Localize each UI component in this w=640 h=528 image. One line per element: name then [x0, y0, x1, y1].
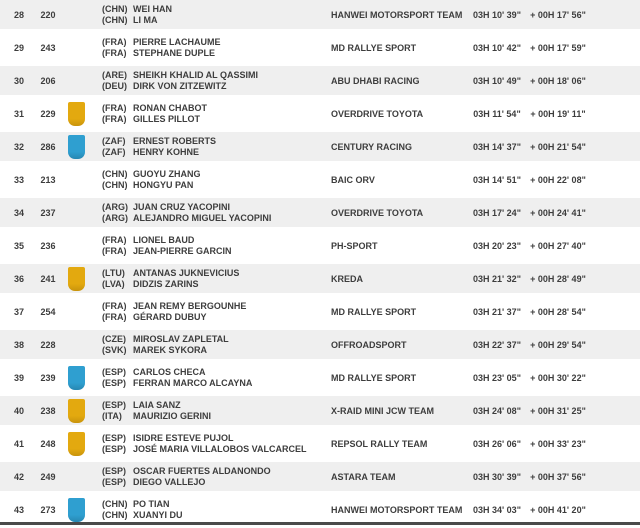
driver-name: SHEIKH KHALID AL QASSIMI — [133, 69, 259, 80]
driver-country-code: (FRA) — [102, 102, 127, 113]
driver-line — [102, 202, 331, 213]
codriver-line — [102, 510, 331, 521]
gap-to-leader: + 00H 17' 59" — [530, 42, 586, 53]
driver-name: PO TIAN — [133, 498, 170, 509]
codriver-line — [102, 213, 331, 224]
driver-line — [102, 103, 331, 114]
driver-name: OSCAR FUERTES ALDANONDO — [133, 465, 271, 476]
crew-cell — [94, 334, 331, 356]
driver-country-code: (LTU) — [102, 267, 125, 278]
driver-name: PIERRE LACHAUME — [133, 36, 221, 47]
results-row[interactable] — [0, 198, 640, 231]
crew-cell — [94, 37, 331, 59]
gap-to-leader: + 00H 30' 22" — [530, 372, 586, 383]
team-name: ASTARA TEAM — [331, 471, 396, 482]
car-number-cell: 238 — [40, 405, 56, 416]
driver-name: LIONEL BAUD — [133, 234, 195, 245]
crew-cell — [94, 433, 331, 455]
codriver-line — [102, 15, 331, 26]
driver-country-code: (ESP) — [102, 399, 127, 410]
results-row[interactable] — [0, 231, 640, 264]
driver-name: JUAN CRUZ YACOPINI — [133, 201, 231, 212]
driver-country-code: (FRA) — [102, 234, 127, 245]
driver-line — [102, 4, 331, 15]
car-number-cell: 236 — [40, 240, 56, 251]
driver-name: RONAN CHABOT — [133, 102, 207, 113]
total-time: 03H 10' 39" — [473, 9, 521, 20]
driver-line — [102, 136, 331, 147]
total-time: 03H 23' 05" — [473, 372, 521, 383]
team-name: PH-SPORT — [331, 240, 378, 251]
total-time: 03H 34' 03" — [473, 504, 521, 515]
crew-cell — [94, 400, 331, 422]
codriver-name: HONGYU PAN — [133, 179, 194, 190]
car-number-cell: 241 — [40, 273, 56, 284]
gap-to-leader: + 00H 37' 56" — [530, 471, 586, 482]
driver-name: ANTANAS JUKNEVICIUS — [133, 267, 240, 278]
results-row[interactable] — [0, 330, 640, 363]
crew-cell — [94, 169, 331, 191]
codriver-country-code: (CHN) — [102, 509, 128, 520]
badge-cell — [58, 432, 94, 456]
car-number-cell: 249 — [40, 471, 56, 482]
gap-to-leader: + 00H 19' 11" — [530, 108, 586, 119]
codriver-name: HENRY KOHNE — [133, 146, 200, 157]
car-number-cell: 206 — [40, 75, 56, 86]
codriver-name: GILLES PILLOT — [133, 113, 200, 124]
total-time: 03H 10' 49" — [473, 75, 521, 86]
car-number-cell: 254 — [40, 306, 56, 317]
team-name: KREDA — [331, 273, 364, 284]
position-cell: 42 — [13, 471, 24, 482]
driver-line — [102, 70, 331, 81]
category-badge-icon — [68, 135, 85, 159]
driver-country-code: (ESP) — [102, 366, 127, 377]
codriver-name: XUANYI DU — [133, 509, 183, 520]
codriver-line — [102, 378, 331, 389]
codriver-name: DIRK VON ZITZEWITZ — [133, 80, 227, 91]
team-name: MD RALLYE SPORT — [331, 372, 417, 383]
car-number-cell: 229 — [40, 108, 56, 119]
codriver-country-code: (ESP) — [102, 443, 127, 454]
badge-cell — [58, 465, 94, 489]
total-time: 03H 14' 37" — [473, 141, 521, 152]
badge-cell — [58, 498, 94, 522]
crew-cell — [94, 367, 331, 389]
crew-cell — [94, 4, 331, 26]
position-cell: 33 — [13, 174, 24, 185]
driver-country-code: (FRA) — [102, 300, 127, 311]
team-name: HANWEI MOTORSPORT TEAM — [331, 9, 463, 20]
codriver-line — [102, 411, 331, 422]
codriver-country-code: (FRA) — [102, 47, 127, 58]
position-cell: 37 — [13, 306, 24, 317]
codriver-country-code: (FRA) — [102, 311, 127, 322]
driver-line — [102, 400, 331, 411]
driver-country-code: (ARE) — [102, 69, 127, 80]
driver-country-code: (CZE) — [102, 333, 126, 344]
total-time: 03H 30' 39" — [473, 471, 521, 482]
crew-cell — [94, 136, 331, 158]
car-number-cell: 239 — [40, 372, 56, 383]
driver-name: WEI HAN — [133, 3, 172, 14]
team-name: MD RALLYE SPORT — [331, 42, 417, 53]
total-time: 03H 14' 51" — [473, 174, 521, 185]
results-row[interactable] — [0, 0, 640, 33]
gap-to-leader: + 00H 29' 54" — [530, 339, 586, 350]
driver-name: ERNEST ROBERTS — [133, 135, 217, 146]
codriver-name: FERRAN MARCO ALCAYNA — [133, 377, 253, 388]
driver-name: LAIA SANZ — [133, 399, 181, 410]
codriver-name: DIEGO VALLEJO — [133, 476, 206, 487]
total-time: 03H 24' 08" — [473, 405, 521, 416]
codriver-line — [102, 279, 331, 290]
driver-country-code: (CHN) — [102, 3, 128, 14]
badge-cell — [58, 36, 94, 60]
badge-cell — [58, 69, 94, 93]
category-badge-icon — [68, 102, 85, 126]
codriver-name: STEPHANE DUPLE — [133, 47, 216, 58]
codriver-line — [102, 246, 331, 257]
total-time: 03H 21' 32" — [473, 273, 521, 284]
gap-to-leader: + 00H 17' 56" — [530, 9, 586, 20]
results-row[interactable] — [0, 66, 640, 99]
codriver-line — [102, 312, 331, 323]
results-row[interactable] — [0, 396, 640, 429]
position-cell: 41 — [13, 438, 24, 449]
badge-cell — [58, 3, 94, 27]
driver-country-code: (CHN) — [102, 498, 128, 509]
position-cell: 32 — [13, 141, 24, 152]
driver-name: MIROSLAV ZAPLETAL — [133, 333, 229, 344]
category-badge-icon — [68, 432, 85, 456]
driver-line — [102, 433, 331, 444]
team-name: X-RAID MINI JCW TEAM — [331, 405, 434, 416]
gap-to-leader: + 00H 18' 06" — [530, 75, 586, 86]
car-number-cell: 213 — [40, 174, 56, 185]
badge-cell — [58, 333, 94, 357]
driver-name: CARLOS CHECA — [133, 366, 206, 377]
codriver-name: LI MA — [133, 14, 158, 25]
team-name: BAIC ORV — [331, 174, 375, 185]
team-name: REPSOL RALLY TEAM — [331, 438, 428, 449]
codriver-country-code: (FRA) — [102, 245, 127, 256]
driver-line — [102, 301, 331, 312]
gap-to-leader: + 00H 31' 25" — [530, 405, 586, 416]
codriver-line — [102, 114, 331, 125]
position-cell: 40 — [13, 405, 24, 416]
position-cell: 39 — [13, 372, 24, 383]
driver-country-code: (CHN) — [102, 168, 128, 179]
driver-country-code: (FRA) — [102, 36, 127, 47]
crew-cell — [94, 103, 331, 125]
crew-cell — [94, 499, 331, 521]
codriver-country-code: (CHN) — [102, 179, 128, 190]
badge-cell — [58, 366, 94, 390]
table-bottom-border — [0, 522, 640, 525]
results-row[interactable] — [0, 429, 640, 462]
codriver-country-code: (LVA) — [102, 278, 125, 289]
codriver-name: MAURIZIO GERINI — [133, 410, 211, 421]
driver-name: JEAN REMY BERGOUNHE — [133, 300, 247, 311]
driver-country-code: (ZAF) — [102, 135, 126, 146]
codriver-country-code: (ARG) — [102, 212, 128, 223]
car-number-cell: 273 — [40, 504, 56, 515]
team-name: MD RALLYE SPORT — [331, 306, 417, 317]
gap-to-leader: + 00H 21' 54" — [530, 141, 586, 152]
gap-to-leader: + 00H 27' 40" — [530, 240, 586, 251]
crew-cell — [94, 268, 331, 290]
codriver-name: MAREK SYKORA — [133, 344, 208, 355]
codriver-line — [102, 147, 331, 158]
gap-to-leader: + 00H 33' 23" — [530, 438, 586, 449]
position-cell: 29 — [13, 42, 24, 53]
car-number-cell: 237 — [40, 207, 56, 218]
badge-cell — [58, 300, 94, 324]
team-name: OVERDRIVE TOYOTA — [331, 207, 424, 218]
team-name: CENTURY RACING — [331, 141, 413, 152]
codriver-country-code: (SVK) — [102, 344, 127, 355]
driver-line — [102, 169, 331, 180]
position-cell: 36 — [13, 273, 24, 284]
crew-cell — [94, 202, 331, 224]
badge-cell — [58, 168, 94, 192]
team-name: OVERDRIVE TOYOTA — [331, 108, 424, 119]
driver-line — [102, 268, 331, 279]
total-time: 03H 20' 23" — [473, 240, 521, 251]
codriver-name: GÉRARD DUBUY — [133, 311, 207, 322]
position-cell: 43 — [13, 504, 24, 515]
codriver-country-code: (ESP) — [102, 476, 127, 487]
position-cell: 31 — [13, 108, 24, 119]
team-name: HANWEI MOTORSPORT TEAM — [331, 504, 463, 515]
results-row[interactable] — [0, 165, 640, 198]
gap-to-leader: + 00H 24' 41" — [530, 207, 586, 218]
codriver-line — [102, 444, 331, 455]
crew-cell — [94, 70, 331, 92]
codriver-name: DIDZIS ZARINS — [133, 278, 199, 289]
results-row[interactable] — [0, 363, 640, 396]
total-time: 03H 26' 06" — [473, 438, 521, 449]
results-row[interactable] — [0, 462, 640, 495]
badge-cell — [58, 399, 94, 423]
codriver-line — [102, 477, 331, 488]
car-number-cell: 243 — [40, 42, 56, 53]
category-badge-icon — [68, 498, 85, 522]
position-cell: 38 — [13, 339, 24, 350]
codriver-country-code: (ESP) — [102, 377, 127, 388]
codriver-country-code: (DEU) — [102, 80, 127, 91]
crew-cell — [94, 235, 331, 257]
driver-name: ISIDRE ESTEVE PUJOL — [133, 432, 234, 443]
results-row[interactable] — [0, 264, 640, 297]
total-time: 03H 17' 24" — [473, 207, 521, 218]
badge-cell — [58, 267, 94, 291]
codriver-country-code: (FRA) — [102, 113, 127, 124]
position-cell: 35 — [13, 240, 24, 251]
gap-to-leader: + 00H 22' 08" — [530, 174, 586, 185]
driver-line — [102, 466, 331, 477]
codriver-name: JEAN-PIERRE GARCIN — [133, 245, 232, 256]
category-badge-icon — [68, 399, 85, 423]
driver-line — [102, 499, 331, 510]
driver-line — [102, 367, 331, 378]
car-number-cell: 248 — [40, 438, 56, 449]
team-name: OFFROADSPORT — [331, 339, 407, 350]
badge-cell — [58, 234, 94, 258]
crew-cell — [94, 466, 331, 488]
total-time: 03H 11' 54" — [473, 108, 521, 119]
codriver-name: JOSÉ MARIA VILLALOBOS VALCARCEL — [133, 443, 307, 454]
codriver-line — [102, 180, 331, 191]
driver-name: GUOYU ZHANG — [133, 168, 201, 179]
category-badge-icon — [68, 366, 85, 390]
driver-country-code: (ESP) — [102, 432, 127, 443]
codriver-line — [102, 81, 331, 92]
codriver-country-code: (CHN) — [102, 14, 128, 25]
car-number-cell: 286 — [40, 141, 56, 152]
position-cell: 28 — [13, 9, 24, 20]
car-number-cell: 228 — [40, 339, 56, 350]
position-cell: 30 — [13, 75, 24, 86]
codriver-line — [102, 48, 331, 59]
driver-country-code: (ARG) — [102, 201, 128, 212]
total-time: 03H 22' 37" — [473, 339, 521, 350]
total-time: 03H 10' 42" — [473, 42, 521, 53]
driver-line — [102, 334, 331, 345]
badge-cell — [58, 135, 94, 159]
driver-line — [102, 235, 331, 246]
category-badge-icon — [68, 267, 85, 291]
results-row[interactable] — [0, 297, 640, 330]
crew-cell — [94, 301, 331, 323]
codriver-country-code: (ITA) — [102, 410, 122, 421]
badge-cell — [58, 201, 94, 225]
codriver-line — [102, 345, 331, 356]
codriver-name: ALEJANDRO MIGUEL YACOPINI — [133, 212, 272, 223]
position-cell: 34 — [13, 207, 24, 218]
gap-to-leader: + 00H 41' 20" — [530, 504, 586, 515]
results-row[interactable] — [0, 132, 640, 165]
driver-country-code: (ESP) — [102, 465, 127, 476]
results-row[interactable] — [0, 33, 640, 66]
team-name: ABU DHABI RACING — [331, 75, 420, 86]
gap-to-leader: + 00H 28' 49" — [530, 273, 586, 284]
codriver-country-code: (ZAF) — [102, 146, 126, 157]
results-row[interactable] — [0, 99, 640, 132]
car-number-cell: 220 — [40, 9, 56, 20]
driver-line — [102, 37, 331, 48]
badge-cell — [58, 102, 94, 126]
total-time: 03H 21' 37" — [473, 306, 521, 317]
gap-to-leader: + 00H 28' 54" — [530, 306, 586, 317]
